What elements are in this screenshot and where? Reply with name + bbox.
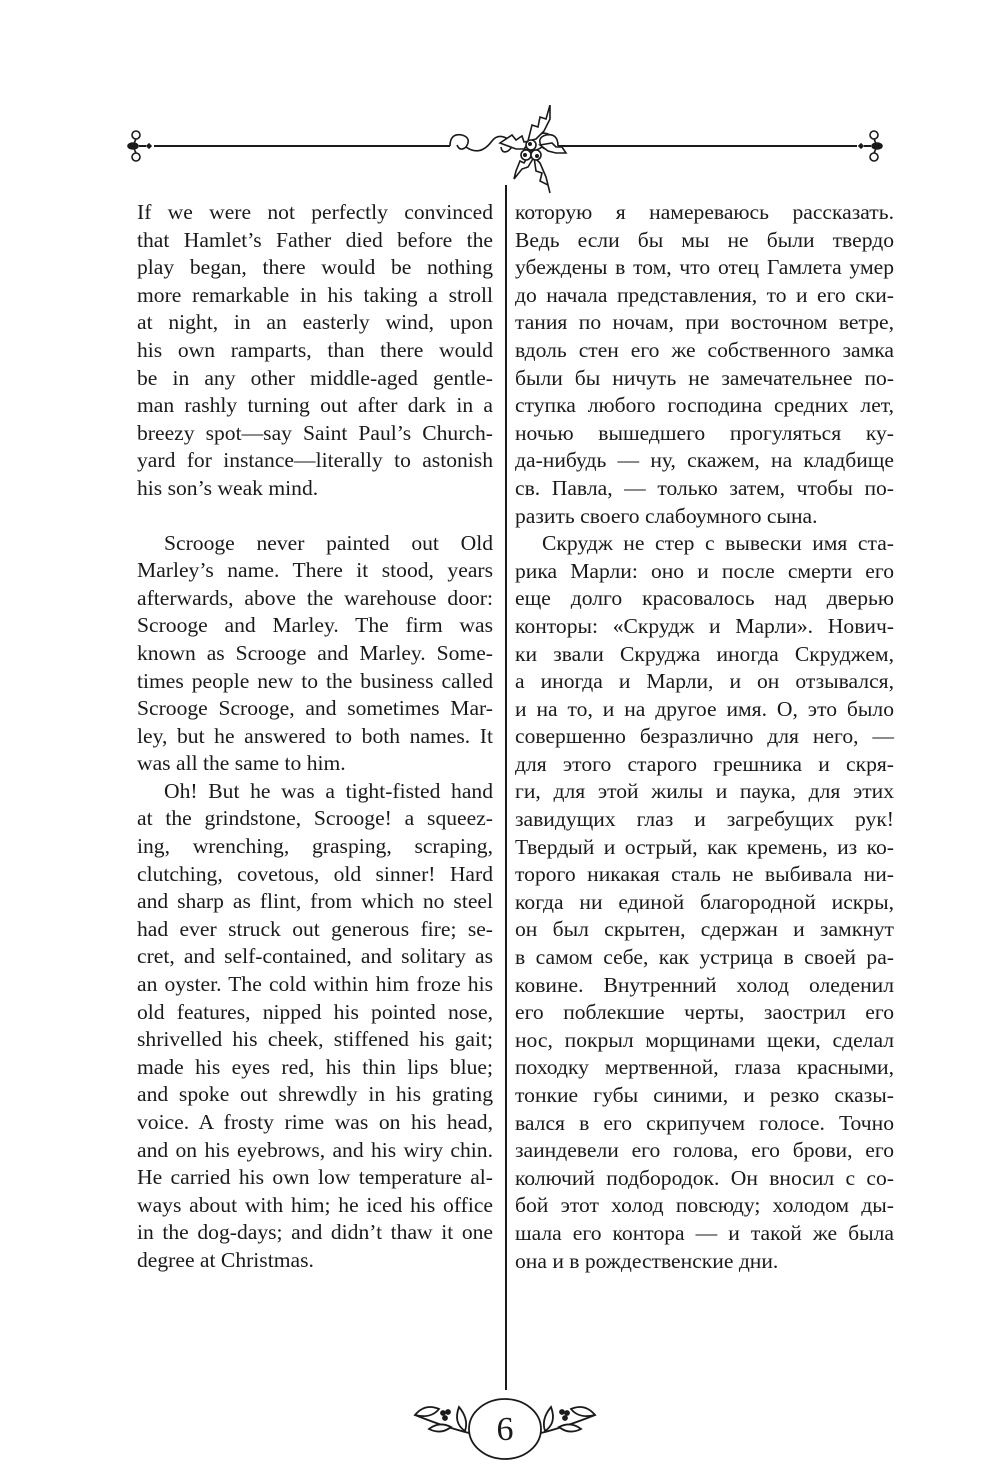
text-line: совершенно безразлично для него, — <box>515 724 894 749</box>
text-line: at the grindstone, Scrooge! a squeez- <box>137 806 493 831</box>
text-line: in the dog-days; and didn’t thaw it one <box>137 1220 493 1245</box>
text-line: нос, покрыл морщинами щеки, сделал <box>515 1027 894 1052</box>
page-number: 6 <box>496 1411 514 1448</box>
paragraph <box>515 199 894 530</box>
text-line: that Hamlet’s Father died before the <box>137 227 493 252</box>
text-line: разить своего слабоумного сына. <box>515 503 818 528</box>
text-line: св. Павла, — только затем, чтобы по- <box>515 475 894 500</box>
text-line: были бы ничуть не замечательнее по- <box>515 365 894 390</box>
text-line: для этого старого грешника и скря- <box>515 751 894 776</box>
text-line: made his eyes red, his thin lips blue; <box>137 1054 493 1079</box>
text-line: ступка любого господина средних лет, <box>515 393 894 418</box>
text-line: и на то, и на другое имя. О, это было <box>515 696 894 721</box>
text-line: когда ни единой благородной искры, <box>515 889 894 914</box>
text-line: ночью вышедшего прогуляться ку- <box>515 420 894 445</box>
text-line: was all the same to him. <box>137 751 346 776</box>
text-line: торого никакая сталь не выбивала ни- <box>515 862 894 887</box>
text-line: known as Scrooge and Marley. Some- <box>137 640 493 665</box>
english-column <box>137 199 493 1275</box>
text-line: его поблекшие черты, заострил его <box>515 1000 894 1025</box>
text-line: ковине. Внутренний холод оледенил <box>515 972 894 997</box>
text-line: breezy spot—say Saint Paul’s Church- <box>137 420 493 445</box>
text-line: man rashly turning out after dark in a <box>137 393 493 418</box>
text-line: конторы: «Скрудж и Марли». Нович- <box>515 613 894 638</box>
text-line: ки звали Скруджа иногда Скруджем, <box>515 641 894 666</box>
text-line: ing, wrenching, grasping, scraping, <box>137 834 493 859</box>
text-line: at night, in an easterly wind, upon <box>137 310 493 335</box>
text-line: он был скрытен, сдержан и замкнут <box>515 917 894 942</box>
text-line: Scrooge Scrooge, and sometimes Mar- <box>137 696 493 721</box>
text-line: Oh! But he was a tight-fisted hand <box>164 778 493 803</box>
text-line: бой этот холод повсюду; холодом ды- <box>515 1193 894 1218</box>
paragraph <box>515 530 894 1275</box>
text-line: походку мертвенной, глаза красными, <box>515 1055 894 1080</box>
text-line: voice. A frosty rime was on his head, <box>137 1110 493 1134</box>
text-line: his son’s weak mind. <box>137 475 319 500</box>
text-line: clutching, covetous, old sinner! Hard <box>137 861 493 886</box>
text-line: Marley’s name. There it stood, years <box>137 558 493 583</box>
text-line: заиндевели его голова, его брови, его <box>515 1138 894 1163</box>
text-line: убеждены в том, что отец Гамлета умер <box>515 255 894 280</box>
text-line: Скрудж не стер с вывески имя ста- <box>542 531 894 556</box>
text-line: and sharp as flint, from which no steel <box>137 889 493 914</box>
text-line: тания по ночам, при восточном ветре, <box>515 310 894 335</box>
text-line: old features, nipped his pointed nose, <box>137 999 493 1024</box>
text-line: да-нибудь — ну, скажем, на кладбище <box>515 448 894 473</box>
text-line: которую я намереваюсь рассказать. <box>515 200 894 224</box>
paragraph-spacer <box>137 503 493 530</box>
paragraph <box>137 199 493 503</box>
text-line: his own ramparts, than there would <box>137 337 493 362</box>
text-line: тонкие губы синими, и резко сказы- <box>515 1083 894 1107</box>
text-line: колючий подбородок. Он вносил с со- <box>515 1165 894 1190</box>
russian-column <box>515 199 894 1275</box>
text-line: Твердый и острый, как кремень, из ко- <box>515 834 894 859</box>
text-line: ways about with him; he iced his office <box>137 1192 493 1217</box>
text-line: afterwards, above the warehouse door: <box>137 585 493 610</box>
page-number-ornament <box>395 1385 615 1475</box>
column-divider <box>505 185 507 1390</box>
text-line: Ведь если бы мы не были твердо <box>515 227 894 252</box>
text-line: рика Марли: оно и после смерти его <box>515 558 894 583</box>
paragraph <box>137 778 493 1275</box>
text-line: вался в его скрипучем голосе. Точно <box>515 1110 894 1135</box>
text-line: times people new to the business called <box>137 668 493 693</box>
text-line: Scrooge never painted out Old <box>164 530 493 555</box>
text-line: shrivelled his cheek, stiffened his gait; <box>137 1027 493 1052</box>
text-line: вдоль стен его же собственного замка <box>515 337 894 362</box>
text-line: шала его контора — и такой же была <box>515 1220 894 1245</box>
text-line: play began, there would be nothing <box>137 255 493 280</box>
text-line: had ever struck out generous fire; se- <box>137 916 493 941</box>
text-line: до начала представления, то и его ски- <box>515 282 894 307</box>
text-line: yard for instance—literally to astonish <box>137 448 493 473</box>
text-line: а иногда и Марли, и он отзывался, <box>515 669 894 694</box>
holly-header-ornament-icon <box>120 105 890 195</box>
text-line: ги, для этой жилы и паука, для этих <box>515 779 894 804</box>
text-line: degree at Christmas. <box>137 1247 314 1272</box>
text-line: завидущих глаз и загребущих рук! <box>515 807 894 832</box>
text-line: and spoke out shrewdly in his grating <box>137 1082 493 1107</box>
text-line: cret, and self-contained, and solitary as <box>137 944 493 969</box>
text-line: an oyster. The cold within him froze his <box>137 972 493 997</box>
text-line: If we were not perfectly convinced <box>137 200 493 224</box>
text-line: be in any other middle-aged gentle- <box>137 365 493 390</box>
text-line: еще долго красовалось над дверью <box>515 586 894 611</box>
text-line: Scrooge and Marley. The firm was <box>137 613 493 638</box>
text-line: more remarkable in his taking a stroll <box>137 282 493 307</box>
text-line: ley, but he answered to both names. It <box>137 723 493 748</box>
text-line: He carried his own low temperature al- <box>137 1165 493 1190</box>
text-line: в самом себе, как устрица в своей ра- <box>515 945 894 970</box>
text-line: она и в рождественские дни. <box>515 1248 779 1273</box>
text-line: and on his eyebrows, and his wiry chin. <box>137 1137 493 1162</box>
paragraph <box>137 530 493 778</box>
